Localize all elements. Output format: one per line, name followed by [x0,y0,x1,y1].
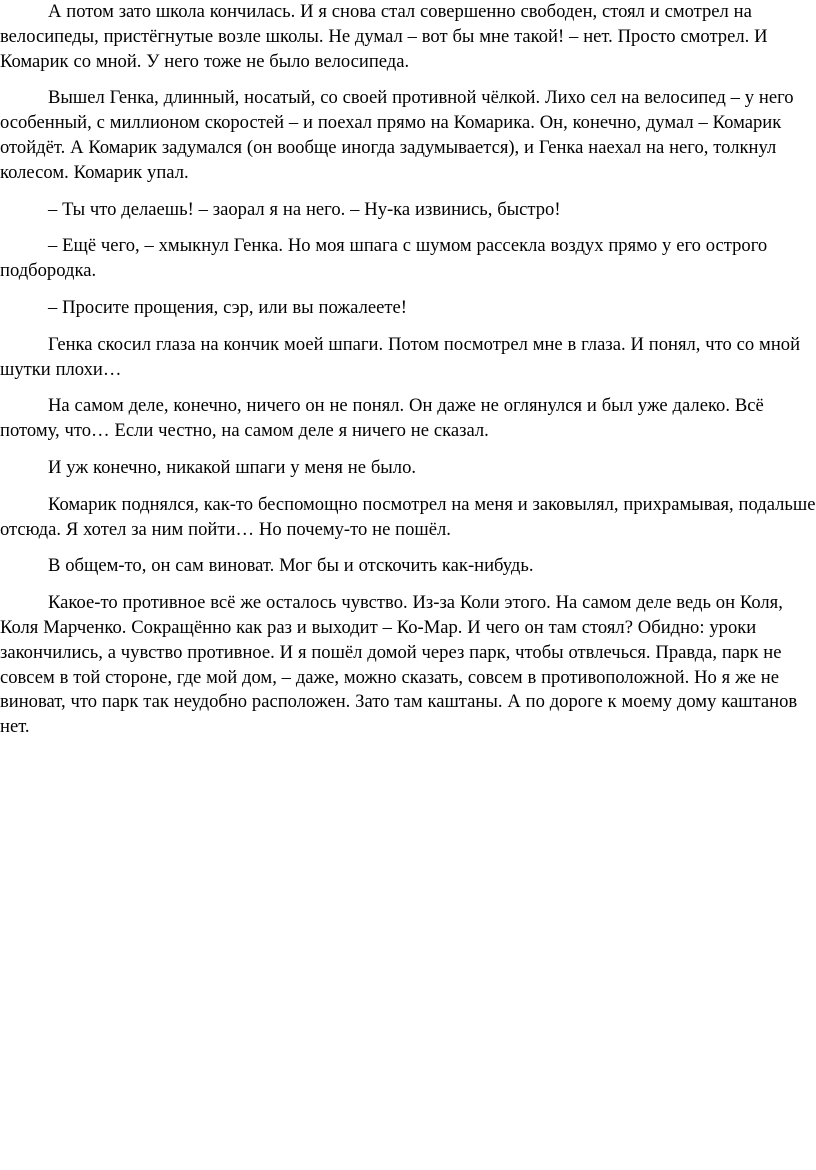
paragraph-8: И уж конечно, никакой шпаги у меня не было. [48,456,417,478]
paragraph-4: – Ещё чего, – хмыкнул Генка. Но моя шпага с шумом рассекла воздух прямо у его острого подбородка. [0,235,768,282]
paragraph-10: В общем-то, он сам виноват. Мог бы и отскочить как-нибудь. [48,555,534,577]
paragraph-5: – Просите прощения, сэр, или вы пожалеете! [48,296,407,318]
paragraph-2: Вышел Генка, длинный, носатый, со своей противной чёлкой. Лихо сел на велосипед – у него особенный, с миллионом скоростей – и поехал прямо на Комарика. Он, конечно, думал – Комарик отойдёт. А Комарик задумался (он вообще иногда задумывается), и Генка наехал на него, толкнул колесом. Комарик упал. [0,87,794,183]
paragraph-6: Генка скосил глаза на кончик моей шпаги. Потом посмотрел мне в глаза. И понял, что со мной шутки плохи… [0,333,801,380]
paragraph-11: Какое-то противное всё же осталось чувство. Из-за Коли этого. На самом деле ведь он Коля, Коля Марченко. Сокращённо как раз и выходит – Ко-Мар. И чего он там стоял? Обидно: уроки закончились, а чувство противное. И я пошёл домой через парк, чтобы отвлечься. Правда, парк не совсем в той стороне, где мой дом, – даже, можно сказать, совсем в противоположной. Но я же не виноват, что парк так неудобно расположен. Зато там каштаны. А по дороге к моему дому каштанов нет. [0,592,798,738]
paragraph-3: – Ты что делаешь! – заорал я на него. – Ну-ка извинись, быстро! [48,198,561,220]
paragraph-7: На самом деле, конечно, ничего он не понял. Он даже не оглянулся и был уже далеко. Всё потому, что… Если честно, на самом деле я ничего не сказал. [0,395,764,442]
paragraph-1: А потом зато школа кончилась. И я снова стал совершенно свободен, стоял и смотрел на велосипеды, пристёгнутые возле школы. Не думал – вот бы мне такой! – нет. Просто смотрел. И Комарик со мной. У него тоже не было велосипеда. [0,1,768,72]
paragraph-9: Комарик поднялся, как-то беспомощно посмотрел на меня и заковылял, прихрамывая, подальше отсюда. Я хотел за ним пойти… Но почему-то не пошёл. [0,493,816,540]
